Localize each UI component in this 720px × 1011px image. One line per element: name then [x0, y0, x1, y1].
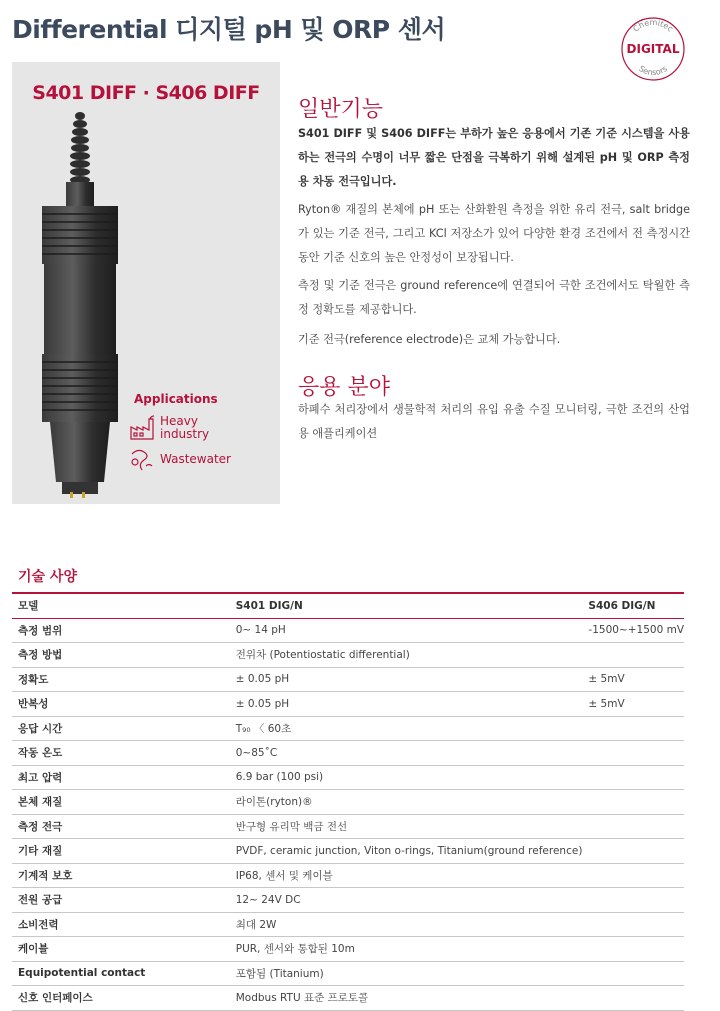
spec-value-s406: [582, 839, 684, 864]
factory-icon: [128, 414, 156, 442]
spec-row: [12, 667, 684, 692]
spec-value-s406: [582, 937, 684, 962]
spec-row: [12, 692, 684, 717]
product-panel: [12, 62, 280, 504]
spec-row: [12, 643, 684, 668]
spec-value-s401: ± 0.05 pH: [230, 667, 583, 692]
spec-label: 본체 재질: [12, 790, 230, 815]
spec-row: [12, 839, 684, 864]
spec-value-s406: [582, 643, 684, 668]
svg-text:Chemitec: [631, 18, 674, 34]
application-label-line1: Heavy: [160, 414, 198, 428]
general-intro: S401 DIFF 및 S406 DIFF는 부하가 높은 응용에서 기존 기준 시스템을 사용하는 전극의 수명이 너무 짧은 단점을 극복하기 위해 설계된 pH 및 ORP 측정용 차동 전극입니다.: [298, 127, 690, 188]
spec-heading: 기술 사양: [18, 569, 77, 585]
spec-value-s406: [582, 912, 684, 937]
spec-label: 기타 재질: [12, 839, 230, 864]
applications-text: 하폐수 처리장에서 생물학적 처리의 유입 유출 수질 모니터링, 극한 조건의 산업용 애플리케이션: [298, 403, 690, 440]
spec-row: [12, 790, 684, 815]
spec-label: 케이블: [12, 937, 230, 962]
spec-label: 전원 공급: [12, 888, 230, 913]
spec-row: [12, 814, 684, 839]
applications-section-heading: 응용 분야: [298, 375, 391, 400]
spec-label: 기계적 보호: [12, 863, 230, 888]
spec-table: [12, 592, 684, 1011]
spec-row: [12, 888, 684, 913]
spec-row: [12, 765, 684, 790]
spec-value-s406: [582, 863, 684, 888]
spec-value-s406: [582, 888, 684, 913]
spec-label: 측정 범위: [12, 618, 230, 643]
spec-value-s401: IP68, 센서 및 케이블: [230, 863, 583, 888]
spec-row: [12, 741, 684, 766]
spec-label: Equipotential contact: [12, 961, 230, 986]
spec-label: 측정 전극: [12, 814, 230, 839]
sensor-image: [32, 110, 132, 500]
application-wastewater: [128, 446, 231, 472]
spec-value-s406: [582, 765, 684, 790]
spec-value-s401: ± 0.05 pH: [230, 692, 583, 717]
spec-value-s406: [582, 790, 684, 815]
spec-row: [12, 618, 684, 643]
wastewater-icon: [128, 446, 156, 472]
general-paragraph-3: 기준 전극(reference electrode)은 교체 가능합니다.: [298, 333, 561, 346]
badge-bottom-text: Sensors: [637, 64, 669, 78]
spec-label: 응답 시간: [12, 716, 230, 741]
product-title: S401 DIFF · S406 DIFF: [32, 82, 260, 104]
spec-value-s401: 반구형 유리막 백금 전선: [230, 814, 583, 839]
spec-value-s406: -1500~+1500 mV: [582, 618, 684, 643]
spec-value-s406: ± 5mV: [582, 692, 684, 717]
badge-top-text: Chemitec: [631, 17, 675, 34]
spec-value-s401: PVDF, ceramic junction, Viton o-rings, Titanium(ground reference): [230, 839, 583, 864]
application-heavy-industry: [128, 414, 209, 442]
badge-middle-text: DIGITAL: [626, 42, 680, 56]
chemitec-digital-badge: [620, 16, 686, 82]
page-title: Differential 디지털 pH 및 ORP 센서: [12, 15, 446, 44]
spec-label: 측정 방법: [12, 643, 230, 668]
svg-text:Sensors: [637, 64, 669, 77]
spec-label: 최고 압력: [12, 765, 230, 790]
spec-value-s406: [582, 986, 684, 1011]
application-label-wastewater: Wastewater: [160, 451, 231, 466]
spec-value-s406: ± 5mV: [582, 667, 684, 692]
spec-column-header: S406 DIG/N: [582, 593, 684, 618]
spec-value-s401: PUR, 센서와 통합된 10m: [230, 937, 583, 962]
spec-column-header: S401 DIG/N: [230, 593, 583, 618]
spec-label: 반복성: [12, 692, 230, 717]
spec-value-s401: 0~85˚C: [230, 741, 583, 766]
spec-row: [12, 961, 684, 986]
spec-value-s401: 12~ 24V DC: [230, 888, 583, 913]
spec-row: [12, 986, 684, 1011]
spec-label: 정확도: [12, 667, 230, 692]
applications-heading: Applications: [134, 392, 218, 406]
spec-value-s406: [582, 716, 684, 741]
spec-value-s401: 라이톤(ryton)®: [230, 790, 583, 815]
spec-label: 작동 온도: [12, 741, 230, 766]
general-heading: 일반기능: [298, 97, 384, 122]
general-paragraph-1: Ryton® 재질의 본체에 pH 또는 산화환원 측정을 위한 유리 전극, salt bridge가 있는 기준 전극, 그리고 KCl 저장소가 있어 다양한 환경 조건에서 전 측정시간 동안 기준 신호의 높은 안정성이 보장됩니다.: [298, 203, 690, 264]
spec-row: [12, 863, 684, 888]
spec-row: [12, 912, 684, 937]
spec-value-s401: Modbus RTU 표준 프로토콜: [230, 986, 583, 1011]
spec-value-s401: T₉₀ 〈 60초: [230, 716, 583, 741]
spec-header-row: [12, 593, 684, 618]
spec-value-s401: 포함됨 (Titanium): [230, 961, 583, 986]
spec-value-s401: 6.9 bar (100 psi): [230, 765, 583, 790]
general-paragraph-2: 측정 및 기준 전극은 ground reference에 연결되어 극한 조건에서도 탁월한 측정 정확도를 제공합니다.: [298, 279, 690, 316]
spec-row: [12, 937, 684, 962]
spec-value-s406: [582, 814, 684, 839]
spec-column-header: 모델: [12, 593, 230, 618]
spec-row: [12, 716, 684, 741]
spec-label: 소비전력: [12, 912, 230, 937]
spec-value-s401: 전위차 (Potentiostatic differential): [230, 643, 583, 668]
application-label-line2: industry: [160, 427, 210, 441]
spec-value-s401: 최대 2W: [230, 912, 583, 937]
spec-value-s406: [582, 961, 684, 986]
spec-value-s406: [582, 741, 684, 766]
spec-label: 신호 인터페이스: [12, 986, 230, 1011]
spec-value-s401: 0~ 14 pH: [230, 618, 583, 643]
